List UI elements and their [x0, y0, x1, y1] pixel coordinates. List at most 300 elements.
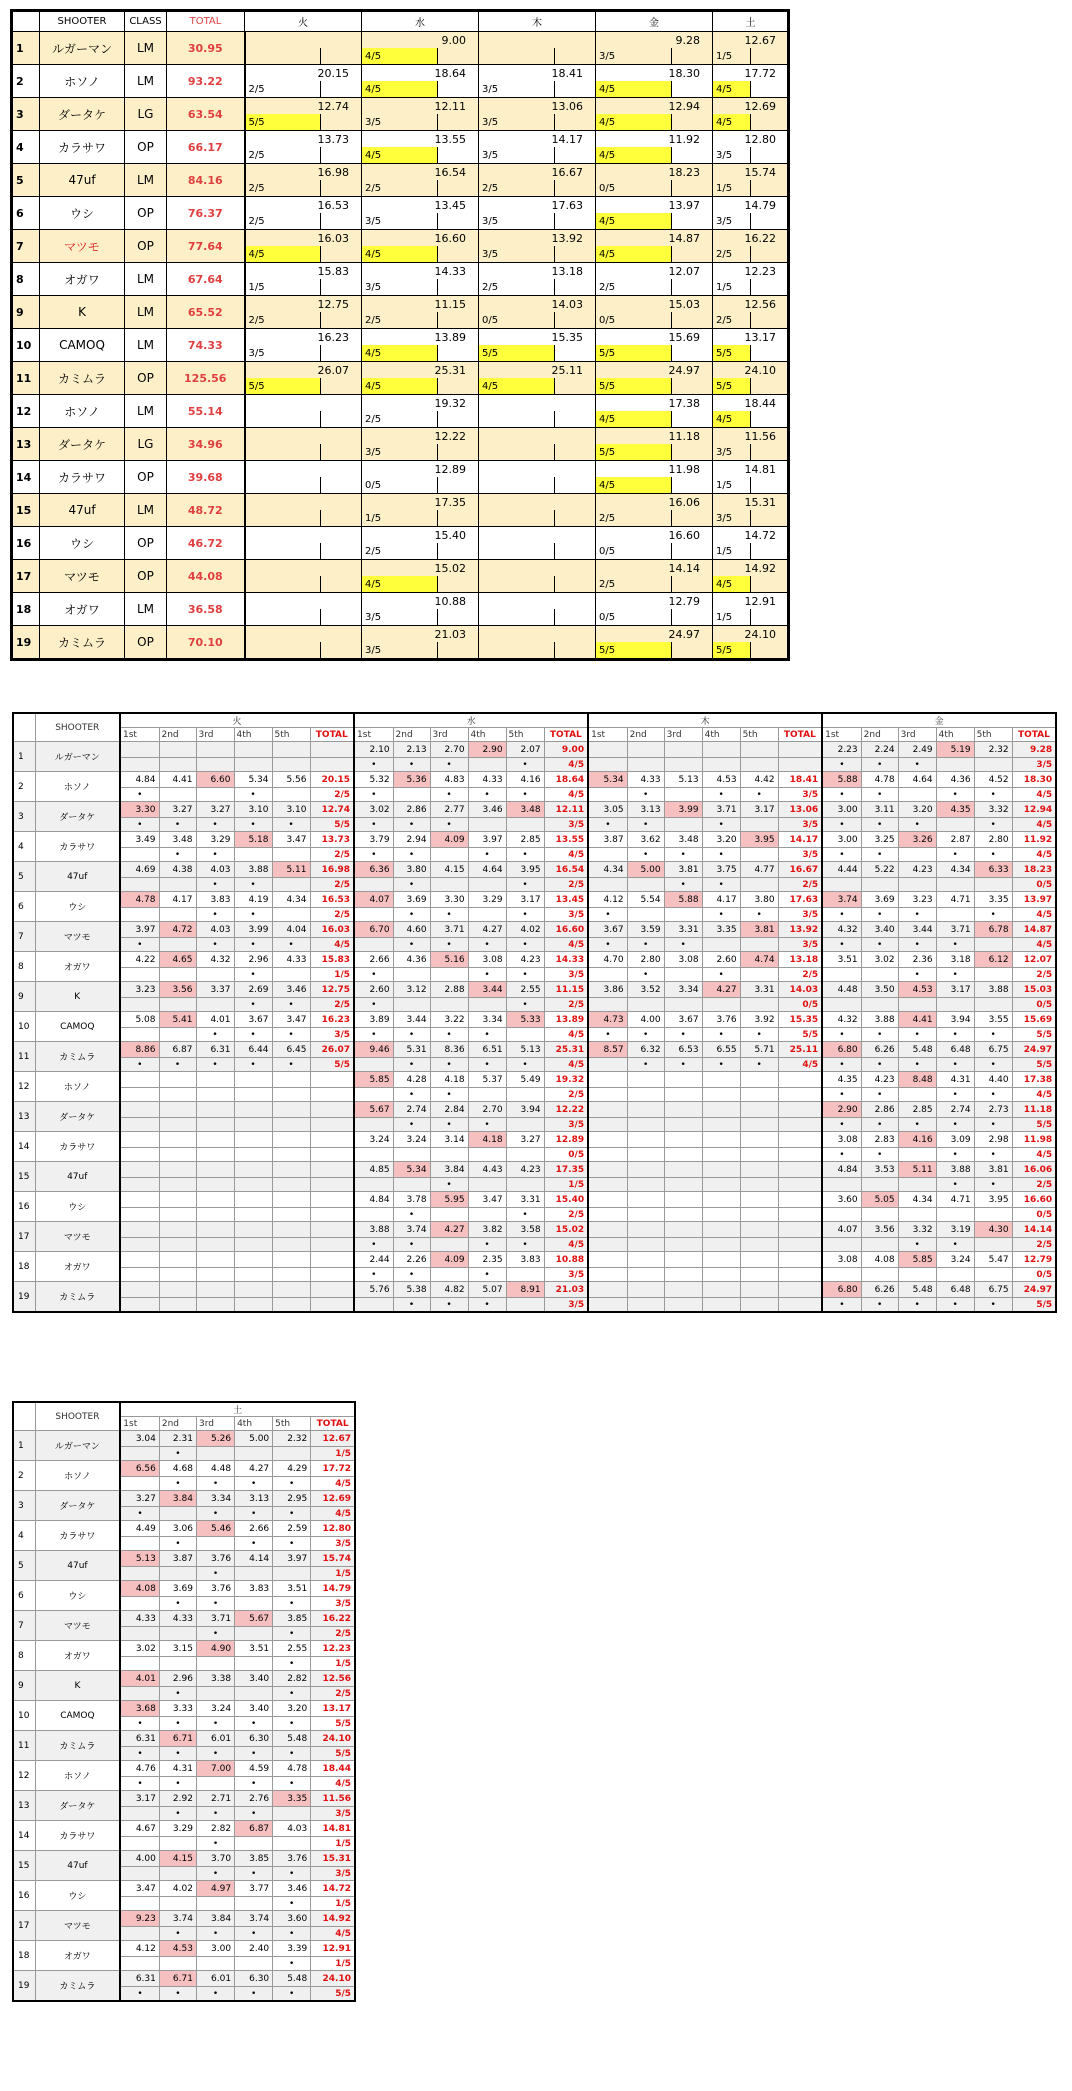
split-time: 6.75 — [974, 1282, 1012, 1298]
hit-mark: • — [235, 1867, 273, 1881]
detail-shooter-name: カラサワ — [35, 1821, 120, 1851]
hit-mark — [159, 1657, 196, 1671]
detail-row — [13, 952, 1056, 968]
day-total — [778, 1192, 822, 1208]
shooter-name: カラサワ — [40, 131, 125, 164]
split-time: 3.08 — [822, 1132, 861, 1148]
day-spacer — [438, 213, 479, 230]
day-spacer — [555, 642, 596, 660]
split-time: 4.29 — [273, 1461, 311, 1477]
split-time: 3.49 — [120, 832, 159, 848]
day-time: 14.79 — [713, 197, 789, 214]
hit-mark — [468, 998, 506, 1012]
day-spacer — [672, 411, 713, 428]
split-time — [159, 1162, 196, 1178]
hit-mark: • — [196, 908, 234, 922]
day-time: 16.23 — [245, 329, 362, 346]
split-time — [664, 1192, 702, 1208]
day-total: 25.31 — [544, 1042, 588, 1058]
day-total: 20.15 — [310, 772, 354, 788]
split-time: 4.33 — [120, 1611, 159, 1627]
hit-mark — [702, 1148, 740, 1162]
day-hit-count: 5/5 — [311, 1717, 355, 1731]
split-time — [196, 1102, 234, 1118]
detail-shooter-name: CAMOQ — [35, 1701, 120, 1731]
day-time: 15.02 — [362, 560, 479, 577]
day-hit-count: 2/5 — [310, 998, 354, 1012]
hit-mark: • — [196, 1597, 234, 1611]
hit-mark — [354, 1298, 393, 1313]
total-time: 125.56 — [167, 362, 245, 395]
day-hit-count: 4/5 — [1012, 788, 1056, 802]
day-spacer — [672, 48, 713, 65]
hit-mark: • — [506, 938, 544, 952]
split-time: 3.59 — [627, 922, 664, 938]
day-hits: 3/5 — [362, 114, 438, 131]
detail-row-marks — [13, 1088, 1056, 1102]
split-time — [120, 1222, 159, 1238]
hit-mark — [196, 788, 234, 802]
split-time: 4.97 — [196, 1881, 234, 1897]
split-time: 4.03 — [196, 862, 234, 878]
hit-mark — [822, 998, 861, 1012]
day-hit-count: 5/5 — [310, 1058, 354, 1072]
hit-mark — [159, 1208, 196, 1222]
split-time: 4.71 — [936, 1192, 974, 1208]
split-time — [120, 1192, 159, 1208]
split-time: 4.53 — [898, 982, 936, 998]
split-time: 5.85 — [898, 1252, 936, 1268]
hit-mark: • — [506, 1058, 544, 1072]
header-day: 土 — [713, 11, 789, 32]
split-time: 4.82 — [430, 1282, 468, 1298]
day-hits — [479, 609, 555, 626]
day-total: 24.97 — [1012, 1042, 1056, 1058]
split-time: 4.84 — [354, 1192, 393, 1208]
detail-row — [13, 1042, 1056, 1058]
hit-mark — [196, 1148, 234, 1162]
split-time: 6.30 — [235, 1971, 273, 1987]
day-spacer — [321, 345, 362, 362]
day-hits: 3/5 — [479, 147, 555, 164]
day-total: 24.10 — [311, 1971, 355, 1987]
split-time: 5.71 — [740, 1042, 778, 1058]
day-hit-count — [778, 1088, 822, 1102]
hit-mark: • — [974, 908, 1012, 922]
day-spacer — [438, 147, 479, 164]
split-time: 3.78 — [393, 1192, 430, 1208]
hit-mark — [588, 998, 627, 1012]
split-time: 4.52 — [974, 772, 1012, 788]
hit-mark: • — [159, 1687, 196, 1701]
split-time: 3.38 — [196, 1671, 234, 1687]
day-hits: 5/5 — [245, 114, 321, 131]
day-time: 14.17 — [479, 131, 596, 148]
hit-mark: • — [354, 998, 393, 1012]
split-time: 4.71 — [936, 892, 974, 908]
hit-mark — [196, 1238, 234, 1252]
split-time: 4.12 — [120, 1941, 159, 1957]
hit-mark — [272, 1088, 310, 1102]
day-hit-count: 2/5 — [310, 848, 354, 862]
day-hit-count: 2/5 — [310, 908, 354, 922]
split-time: 3.20 — [702, 832, 740, 848]
day-hits: 4/5 — [362, 81, 438, 98]
detail-shooter-name: CAMOQ — [35, 1012, 120, 1042]
day-time: 13.92 — [479, 230, 596, 247]
day-spacer — [555, 378, 596, 395]
detail-header-row — [13, 1402, 355, 1417]
split-time: 6.70 — [354, 922, 393, 938]
hit-mark: • — [861, 1118, 898, 1132]
split-time: 6.33 — [974, 862, 1012, 878]
day-spacer — [672, 576, 713, 593]
shooter-name: K — [40, 296, 125, 329]
day-time: 12.67 — [713, 32, 789, 49]
hit-mark — [159, 1268, 196, 1282]
split-time: 5.46 — [196, 1521, 234, 1537]
hit-mark — [354, 908, 393, 922]
day-total: 12.74 — [310, 802, 354, 818]
day-spacer — [555, 246, 596, 263]
hit-mark: • — [272, 1028, 310, 1042]
split-time: 6.26 — [861, 1282, 898, 1298]
day-spacer — [751, 147, 789, 164]
hit-mark: • — [234, 878, 272, 892]
split-time: 4.34 — [272, 892, 310, 908]
day-hit-count — [310, 1148, 354, 1162]
split-time — [120, 742, 159, 758]
hit-mark: • — [974, 788, 1012, 802]
day-hit-count: 2/5 — [1012, 968, 1056, 982]
split-time: 3.97 — [468, 832, 506, 848]
day-hits: 1/5 — [362, 510, 438, 527]
hit-mark: • — [861, 908, 898, 922]
detail-subheader: 2nd — [393, 728, 430, 742]
day-hits: 3/5 — [713, 510, 751, 527]
hit-mark — [120, 1867, 159, 1881]
day-hits: 2/5 — [245, 213, 321, 230]
hit-mark: • — [196, 1627, 234, 1641]
split-time: 3.84 — [159, 1491, 196, 1507]
split-time: 5.48 — [273, 1971, 311, 1987]
split-time: 3.02 — [861, 952, 898, 968]
detail-header-blank — [13, 1402, 35, 1431]
day-hit-count: 2/5 — [778, 878, 822, 892]
total-time: 34.96 — [167, 428, 245, 461]
day-hits: 2/5 — [362, 180, 438, 197]
split-time: 3.67 — [664, 1012, 702, 1028]
day-time: 19.32 — [362, 395, 479, 412]
split-time: 4.30 — [974, 1222, 1012, 1238]
split-time: 6.71 — [159, 1731, 196, 1747]
split-time: 8.36 — [430, 1042, 468, 1058]
split-time: 2.35 — [468, 1252, 506, 1268]
split-time: 3.02 — [354, 802, 393, 818]
shooter-class: OP — [125, 527, 167, 560]
hit-mark — [974, 998, 1012, 1012]
day-hits: 2/5 — [362, 312, 438, 329]
hit-mark — [159, 998, 196, 1012]
shooter-name: オガワ — [40, 593, 125, 626]
split-time: 3.02 — [120, 1641, 159, 1657]
detail-shooter-name: ホソノ — [35, 1461, 120, 1491]
hit-mark — [936, 758, 974, 772]
detail-day-header: 土 — [120, 1402, 355, 1417]
day-time: 18.44 — [713, 395, 789, 412]
hit-mark: • — [354, 968, 393, 982]
split-time: 5.76 — [354, 1282, 393, 1298]
split-time — [234, 742, 272, 758]
summary-row — [12, 263, 789, 280]
summary-row — [12, 494, 789, 511]
hit-mark: • — [506, 788, 544, 802]
hit-mark: • — [588, 1028, 627, 1042]
split-time — [740, 742, 778, 758]
hit-mark: • — [468, 1268, 506, 1282]
split-time — [702, 1072, 740, 1088]
split-time — [702, 742, 740, 758]
day-time: 11.92 — [596, 131, 713, 148]
detail-row-marks — [13, 968, 1056, 982]
detail-row-marks — [13, 998, 1056, 1012]
day-hit-count — [310, 758, 354, 772]
header-day: 木 — [479, 11, 596, 32]
day-total: 16.98 — [310, 862, 354, 878]
hit-mark — [664, 1088, 702, 1102]
detail-subheader: 3rd — [196, 728, 234, 742]
hit-mark — [664, 968, 702, 982]
day-hits — [479, 477, 555, 494]
hit-mark: • — [664, 878, 702, 892]
hit-mark: • — [159, 1058, 196, 1072]
split-time — [588, 1072, 627, 1088]
day-time: 12.91 — [713, 593, 789, 610]
hit-mark: • — [273, 1777, 311, 1791]
detail-row — [13, 1761, 355, 1777]
split-time: 2.49 — [898, 742, 936, 758]
hit-mark: • — [159, 1537, 196, 1551]
day-time — [479, 32, 596, 49]
day-spacer — [751, 48, 789, 65]
detail-row — [13, 862, 1056, 878]
day-hit-count: 2/5 — [544, 1088, 588, 1102]
day-spacer — [321, 246, 362, 263]
shooter-name: ダータケ — [40, 428, 125, 461]
hit-mark — [588, 1088, 627, 1102]
hit-mark — [627, 1208, 664, 1222]
hit-mark — [196, 998, 234, 1012]
day-total — [310, 1282, 354, 1298]
split-time: 3.71 — [196, 1611, 234, 1627]
day-time — [479, 461, 596, 478]
hit-mark — [506, 1298, 544, 1313]
split-time: 5.48 — [898, 1042, 936, 1058]
hit-mark: • — [159, 1747, 196, 1761]
split-time: 4.64 — [898, 772, 936, 788]
split-time — [272, 1222, 310, 1238]
split-time: 3.88 — [354, 1222, 393, 1238]
summary-row — [12, 527, 789, 544]
day-hit-count: 0/5 — [778, 998, 822, 1012]
hit-mark — [664, 1118, 702, 1132]
split-time: 3.84 — [196, 1911, 234, 1927]
hit-mark — [120, 1178, 159, 1192]
header-shooter: SHOOTER — [40, 11, 125, 32]
split-time: 3.62 — [627, 832, 664, 848]
split-time: 3.94 — [506, 1102, 544, 1118]
hit-mark — [393, 1148, 430, 1162]
day-time: 14.92 — [713, 560, 789, 577]
hit-mark: • — [430, 1118, 468, 1132]
split-time: 8.48 — [898, 1072, 936, 1088]
day-hits: 3/5 — [713, 213, 751, 230]
detail-subheader: 4th — [702, 728, 740, 742]
detail-subheader: 5th — [974, 728, 1012, 742]
day-hit-count: 3/5 — [778, 818, 822, 832]
day-spacer — [321, 444, 362, 461]
day-spacer — [438, 345, 479, 362]
hit-mark — [272, 1238, 310, 1252]
hit-mark: • — [627, 968, 664, 982]
summary-row — [12, 65, 789, 82]
day-spacer — [555, 576, 596, 593]
detail-shooter-name: K — [35, 982, 120, 1012]
split-time — [740, 1162, 778, 1178]
detail-row — [13, 802, 1056, 818]
hit-mark: • — [393, 1088, 430, 1102]
day-hit-count — [778, 1118, 822, 1132]
total-time: 77.64 — [167, 230, 245, 263]
hit-mark: • — [936, 1058, 974, 1072]
split-time: 3.40 — [235, 1701, 273, 1717]
day-spacer — [555, 114, 596, 131]
hit-mark: • — [272, 938, 310, 952]
hit-mark — [120, 1807, 159, 1821]
hit-mark: • — [936, 968, 974, 982]
hit-mark: • — [354, 1028, 393, 1042]
hit-mark — [898, 848, 936, 862]
day-time — [479, 428, 596, 445]
split-time: 6.12 — [974, 952, 1012, 968]
day-total — [778, 1132, 822, 1148]
hit-mark — [506, 1178, 544, 1192]
hit-mark — [506, 1088, 544, 1102]
day-hits — [479, 48, 555, 65]
hit-mark: • — [196, 1927, 234, 1941]
detail-shooter-name: 47uf — [35, 1162, 120, 1192]
day-hits — [245, 510, 321, 527]
hit-mark: • — [273, 1627, 311, 1641]
split-time: 3.74 — [235, 1911, 273, 1927]
hit-mark — [234, 1268, 272, 1282]
detail-row-marks — [13, 938, 1056, 952]
detail-row-number: 9 — [13, 1671, 35, 1701]
day-hits: 2/5 — [362, 543, 438, 560]
split-time: 3.20 — [898, 802, 936, 818]
hit-mark — [235, 1447, 273, 1461]
hit-mark: • — [588, 818, 627, 832]
split-time — [702, 1222, 740, 1238]
split-time — [159, 1222, 196, 1238]
day-hit-count: 5/5 — [1012, 1028, 1056, 1042]
split-time: 5.31 — [393, 1042, 430, 1058]
hit-mark — [974, 938, 1012, 952]
hit-mark: • — [393, 818, 430, 832]
hit-mark: • — [861, 818, 898, 832]
hit-mark — [120, 1927, 159, 1941]
day-hit-count: 2/5 — [544, 998, 588, 1012]
hit-mark: • — [430, 788, 468, 802]
hit-mark: • — [898, 908, 936, 922]
hit-mark — [740, 1208, 778, 1222]
day-total: 13.18 — [778, 952, 822, 968]
split-time: 5.34 — [234, 772, 272, 788]
split-time: 6.48 — [936, 1042, 974, 1058]
hit-mark: • — [159, 1447, 196, 1461]
day-hit-count: 4/5 — [310, 938, 354, 952]
day-hits: 5/5 — [713, 378, 751, 395]
header-total: TOTAL — [167, 11, 245, 32]
split-time: 5.33 — [506, 1012, 544, 1028]
total-time: 67.64 — [167, 263, 245, 296]
hit-mark: • — [120, 1507, 159, 1521]
day-spacer — [555, 81, 596, 98]
day-spacer — [555, 213, 596, 230]
detail-shooter-name: カラサワ — [35, 1132, 120, 1162]
day-hits: 0/5 — [596, 312, 672, 329]
day-hit-count: 1/5 — [311, 1957, 355, 1971]
hit-mark: • — [196, 1028, 234, 1042]
hit-mark: • — [159, 1807, 196, 1821]
detail-shooter-name: ホソノ — [35, 772, 120, 802]
day-time: 13.55 — [362, 131, 479, 148]
hit-mark — [120, 908, 159, 922]
day-total: 18.44 — [311, 1761, 355, 1777]
day-total — [310, 1252, 354, 1268]
hit-mark: • — [159, 848, 196, 862]
hit-mark — [354, 938, 393, 952]
split-time — [159, 1072, 196, 1088]
detail-shooter-name: オガワ — [35, 952, 120, 982]
hit-mark — [974, 1268, 1012, 1282]
day-spacer — [672, 147, 713, 164]
split-time: 4.02 — [506, 922, 544, 938]
day-time: 18.41 — [479, 65, 596, 82]
hit-mark: • — [273, 1537, 311, 1551]
day-time: 14.87 — [596, 230, 713, 247]
day-hit-count — [778, 1238, 822, 1252]
row-number: 4 — [12, 131, 40, 164]
hit-mark — [235, 1597, 273, 1611]
hit-mark — [936, 1268, 974, 1282]
hit-mark — [159, 1298, 196, 1313]
day-total — [310, 1162, 354, 1178]
split-time: 4.35 — [822, 1072, 861, 1088]
hit-mark — [196, 1298, 234, 1313]
hit-mark — [468, 878, 506, 892]
hit-mark: • — [861, 1028, 898, 1042]
split-time: 6.26 — [861, 1042, 898, 1058]
hit-mark: • — [159, 818, 196, 832]
day-total: 11.92 — [1012, 832, 1056, 848]
split-time: 4.31 — [159, 1761, 196, 1777]
detail-day-header: 金 — [822, 713, 1056, 728]
day-hits: 4/5 — [596, 114, 672, 131]
split-time — [196, 1222, 234, 1238]
day-spacer — [555, 444, 596, 461]
day-time: 15.74 — [713, 164, 789, 181]
